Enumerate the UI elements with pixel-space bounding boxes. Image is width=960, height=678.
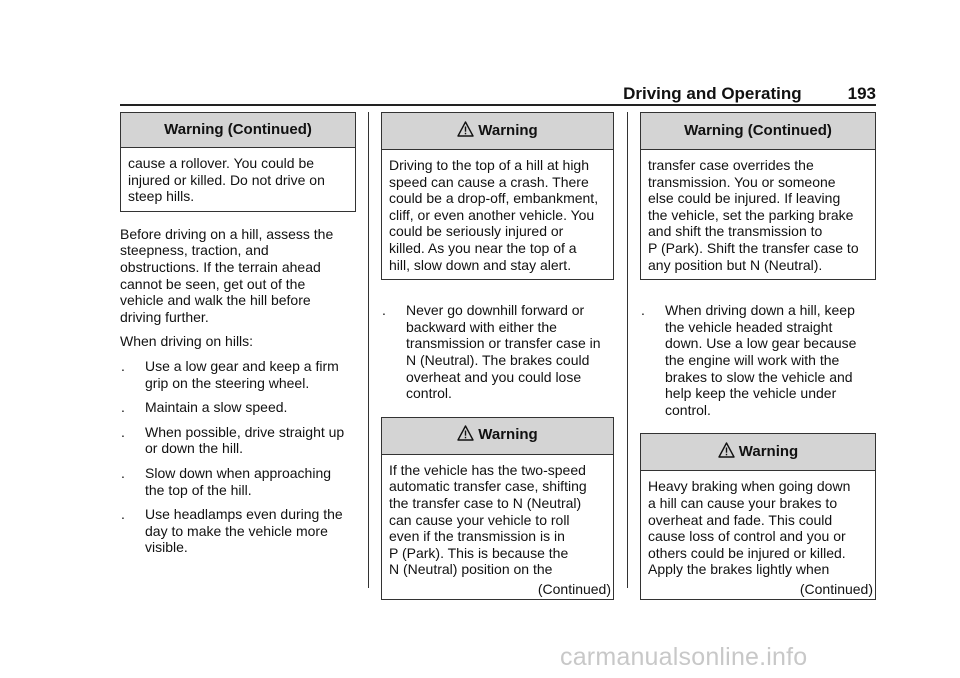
warning-line: speed can cause a crash. There <box>389 173 589 190</box>
warning-line: P (Park). This is because the <box>389 544 569 561</box>
bullet-line: the top of the hill. <box>145 481 252 498</box>
bullet-line: When possible, drive straight up <box>145 423 345 440</box>
paragraph-line: obstructions. If the terrain ahead <box>120 258 321 275</box>
paragraph-line: steepness, traction, and <box>120 242 269 259</box>
paragraph <box>120 226 356 326</box>
bullet-item <box>120 399 356 416</box>
column-1 <box>120 112 356 556</box>
page-number: 193 <box>847 84 876 103</box>
warning-line: else could be injured. If leaving <box>648 190 841 207</box>
warning-line: the vehicle, set the parking brake <box>648 206 854 223</box>
warning-line: P (Park). Shift the transfer case to <box>648 239 859 256</box>
bullet-line: backward with either the <box>406 318 557 335</box>
warning-line: can cause your vehicle to roll <box>389 511 570 528</box>
warning-line: overheat and fade. This could <box>648 511 833 528</box>
warning-title: Warning (Continued) <box>684 121 832 139</box>
bullet-item <box>381 302 614 402</box>
bullet-item <box>120 424 356 457</box>
column-divider-1 <box>368 112 369 588</box>
warning-title: Warning <box>478 426 538 444</box>
warning-line: Apply the brakes lightly when <box>648 561 830 578</box>
bullet-marker: . <box>121 464 125 481</box>
warning-line: any position but N (Neutral). <box>648 256 823 273</box>
column-divider-2 <box>627 112 628 588</box>
bullet-line: Never go downhill forward or <box>406 302 585 319</box>
warning-triangle-icon <box>457 425 474 446</box>
bullet-line: Use a low gear and keep a firm <box>145 357 339 374</box>
bullet-line: the vehicle headed straight <box>665 318 833 335</box>
bullet-line: When driving down a hill, keep <box>665 302 855 319</box>
warning-line: cliff, or even another vehicle. You <box>389 206 595 223</box>
bullet-line: Slow down when approaching <box>145 464 332 481</box>
bullet-line: brakes to slow the vehicle and <box>665 368 853 385</box>
warning-line: hill, slow down and stay alert. <box>389 256 572 273</box>
warning-line: cause a rollover. You could be <box>128 155 315 171</box>
paragraph-line: vehicle and walk the hill before <box>120 292 311 309</box>
warning-triangle-icon <box>718 442 735 463</box>
warning-body <box>641 150 875 279</box>
warning-line: Driving to the top of a hill at high <box>389 157 590 173</box>
warning-line: transmission. You or someone <box>648 173 836 190</box>
bullet-line: Use headlamps even during the <box>145 506 343 523</box>
bullet-line: control. <box>665 401 711 418</box>
warning-line: could be seriously injured or <box>389 223 564 240</box>
warning-body <box>382 150 613 279</box>
warning-line: N (Neutral) position on the <box>389 561 553 578</box>
warning-line: Heavy braking when going down <box>648 478 851 495</box>
section-title: Driving and Operating <box>623 84 802 103</box>
warning-line: automatic transfer case, shifting <box>389 478 587 495</box>
warning-header <box>641 434 875 471</box>
warning-line: killed. As you near the top of a <box>389 239 577 256</box>
warning-header <box>121 113 355 148</box>
bullet-marker: . <box>121 506 125 523</box>
watermark: carmanualsonline.info <box>560 643 808 671</box>
bullet-marker: . <box>121 399 125 416</box>
warning-line: steep hills. <box>128 188 195 205</box>
warning-header <box>641 113 875 150</box>
paragraph-line: driving further. <box>120 308 209 325</box>
continued-label: (Continued) <box>537 580 611 597</box>
paragraph-intro: When driving on hills: <box>120 333 254 350</box>
warning-title: Warning <box>738 443 799 461</box>
bullet-item <box>120 358 356 391</box>
warning-box <box>640 433 876 600</box>
warning-box <box>381 417 614 601</box>
bullet-marker: . <box>121 423 125 440</box>
warning-body <box>121 148 355 211</box>
warning-header <box>382 113 613 150</box>
bullet-line: control. <box>406 385 452 402</box>
warning-box <box>381 112 614 280</box>
warning-line: and shift the transmission to <box>648 223 823 240</box>
bullet-line: the engine will work with the <box>665 351 840 368</box>
bullet-line: day to make the vehicle more <box>145 522 328 539</box>
bullet-line: N (Neutral). The brakes could <box>406 351 590 368</box>
warning-line: injured or killed. Do not drive on <box>128 171 325 188</box>
bullet-item <box>120 465 356 498</box>
bullet-line: transmission or transfer case in <box>406 335 601 352</box>
warning-line: the transfer case to N (Neutral) <box>389 494 582 511</box>
warning-line: transfer case overrides the <box>648 157 814 173</box>
bullet-line: or down the hill. <box>145 440 244 457</box>
continued-label: (Continued) <box>799 580 873 597</box>
warning-box-continued <box>120 112 356 212</box>
bullet-marker: . <box>641 302 645 319</box>
bullet-line: Maintain a slow speed. <box>145 399 288 416</box>
column-2 <box>381 112 614 600</box>
paragraph-line: cannot be seen, get out of the <box>120 275 306 292</box>
warning-title: Warning <box>478 121 538 139</box>
warning-line: could be a drop-off, embankment, <box>389 190 599 207</box>
bullet-line: grip on the steering wheel. <box>145 374 310 391</box>
bullet-item <box>640 302 876 418</box>
page-header <box>120 76 876 106</box>
warning-line: a hill can cause your brakes to <box>648 494 838 511</box>
warning-triangle-icon <box>457 121 474 142</box>
bullet-marker: . <box>382 302 386 319</box>
warning-line: cause loss of control and you or <box>648 528 846 545</box>
bullet-item <box>120 506 356 556</box>
warning-line: others could be injured or killed. <box>648 544 846 561</box>
warning-line: If the vehicle has the two-speed <box>389 461 586 478</box>
column-3 <box>640 112 876 600</box>
bullet-line: down. Use a low gear because <box>665 335 857 352</box>
warning-header <box>382 418 613 455</box>
warning-body <box>641 471 875 578</box>
bullet-line: help keep the vehicle under <box>665 385 837 402</box>
bullet-line: overheat and you could lose <box>406 368 582 385</box>
paragraph-line: Before driving on a hill, assess the <box>120 225 334 242</box>
warning-title: Warning (Continued) <box>164 120 312 138</box>
warning-line: even if the transmission is in <box>389 528 565 545</box>
bullet-line: visible. <box>145 539 188 556</box>
warning-body <box>382 455 613 578</box>
bullet-marker: . <box>121 357 125 374</box>
warning-box-continued <box>640 112 876 280</box>
